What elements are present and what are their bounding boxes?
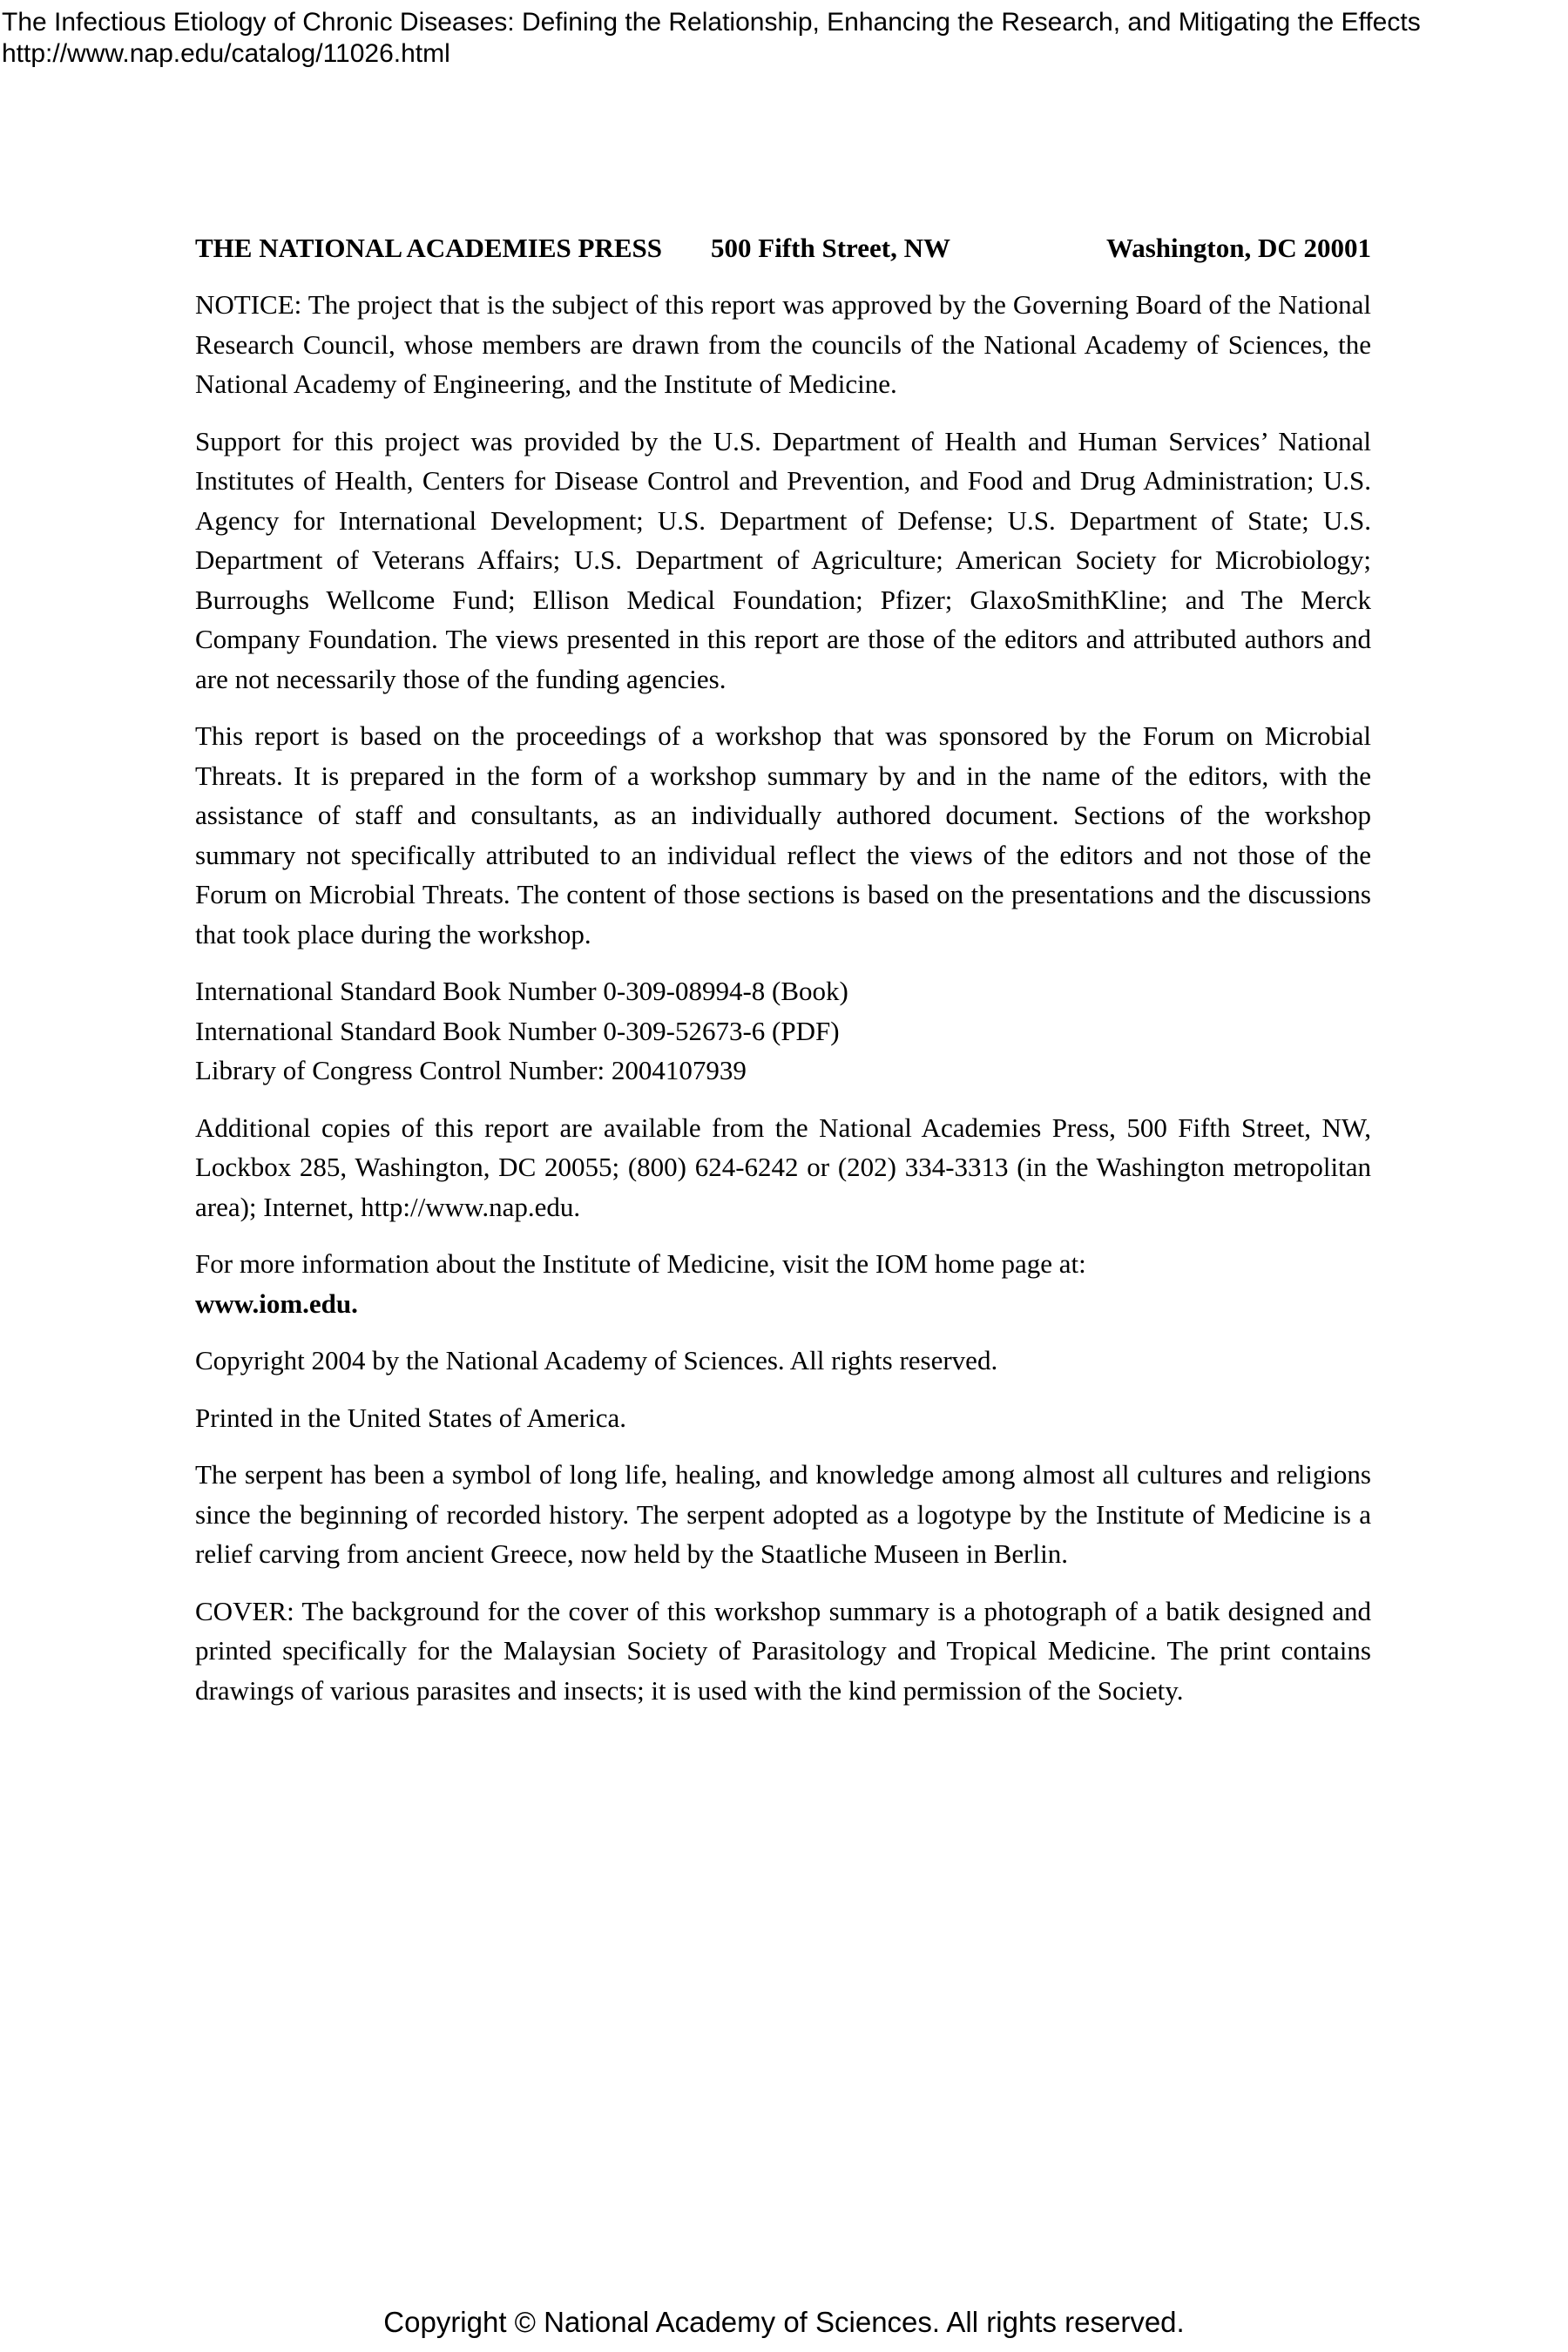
identifier-block [195, 971, 1371, 1091]
notice-paragraph: NOTICE: The project that is the subject of this report was approved by the Governing Board of the National Research Council, whose members are drawn from the councils of the National Academy of Sciences, the National Academy of Engineering, and the Institute of Medicine. [195, 289, 1371, 399]
page-header [0, 7, 1568, 70]
copyright-page-body [195, 228, 1371, 1727]
document-title: The Infectious Etiology of Chronic Diseases: Defining the Relationship, Enhancing the Research, and Mitigating the Effects [2, 8, 1421, 37]
additional-copies-paragraph: Additional copies of this report are available from the National Academies Press, 500 Fifth Street, NW, Lockbox 285, Washington, DC 20055; (800) 624-6242 or (202) 334-3313 (in the Washington metropolitan area); Internet, http://www.nap.edu. [195, 1112, 1371, 1222]
iom-link[interactable]: www.iom.edu. [195, 1288, 358, 1319]
more-info-paragraph [195, 1244, 1371, 1323]
workshop-basis-paragraph: This report is based on the proceedings of a workshop that was sponsored by the Forum on Microbial Threats. It is prepared in the form of a workshop summary by and in the name of the editors, with the assistance of staff and consultants, as an individually authored document. Sections of the workshop summary not specifically attributed to an individual reflect the views of the editors and not those of the Forum on Microbial Threats. The content of those sections is based on the presentations and the discussions that took place during the workshop. [195, 720, 1371, 950]
page-footer: Copyright © National Academy of Sciences. All rights reserved. [383, 2306, 1185, 2338]
catalog-url[interactable]: http://www.nap.edu/catalog/11026.html [2, 39, 450, 68]
publisher-street: 500 Fifth Street, NW [711, 233, 950, 263]
publisher-city: Washington, DC 20001 [1105, 233, 1371, 263]
printed-statement: Printed in the United States of America. [195, 1402, 627, 1433]
lccn: Library of Congress Control Number: 2004107939 [195, 1055, 747, 1085]
copyright-statement: Copyright 2004 by the National Academy of Sciences. All rights reserved. [195, 1345, 998, 1375]
isbn-book: International Standard Book Number 0-309-08994-8 (Book) [195, 976, 848, 1006]
publisher-name: THE NATIONAL ACADEMIES PRESS [195, 233, 663, 263]
serpent-paragraph: The serpent has been a symbol of long life, healing, and knowledge among almost all cultures and religions since the beginning of recorded history. The serpent adopted as a logotype by the Institute of Medicine is a relief carving from ancient Greece, now held by the Staatliche Museen in Berlin. [195, 1459, 1371, 1569]
support-paragraph: Support for this project was provided by the U.S. Department of Health and Human Services’ National Institutes of Health, Centers for Disease Control and Prevention, and Food and Drug Administration; U.S. Agency for International Development; U.S. Department of Defense; U.S. Department of State; U.S. Department of Veterans Affairs; U.S. Department of Agriculture; American Society for Microbiology; Burroughs Wellcome Fund; Ellison Medical Foundation; Pfizer; GlaxoSmithKline; and The Merck Company Foundation. The views presented in this report are those of the editors and attributed authors and are not necessarily those of the funding agencies. [195, 425, 1371, 694]
cover-paragraph: COVER: The background for the cover of this workshop summary is a photograph of a batik designed and printed specifically for the Malaysian Society of Parasitology and Tropical Medicine. The print contains drawings of various parasites and insects; it is used with the kind permission of the Society. [195, 1595, 1371, 1706]
publisher-imprint [195, 228, 1371, 267]
isbn-pdf: International Standard Book Number 0-309-52673-6 (PDF) [195, 1015, 840, 1046]
more-info-text: For more information about the Institute of Medicine, visit the IOM home page at: [195, 1248, 1086, 1279]
